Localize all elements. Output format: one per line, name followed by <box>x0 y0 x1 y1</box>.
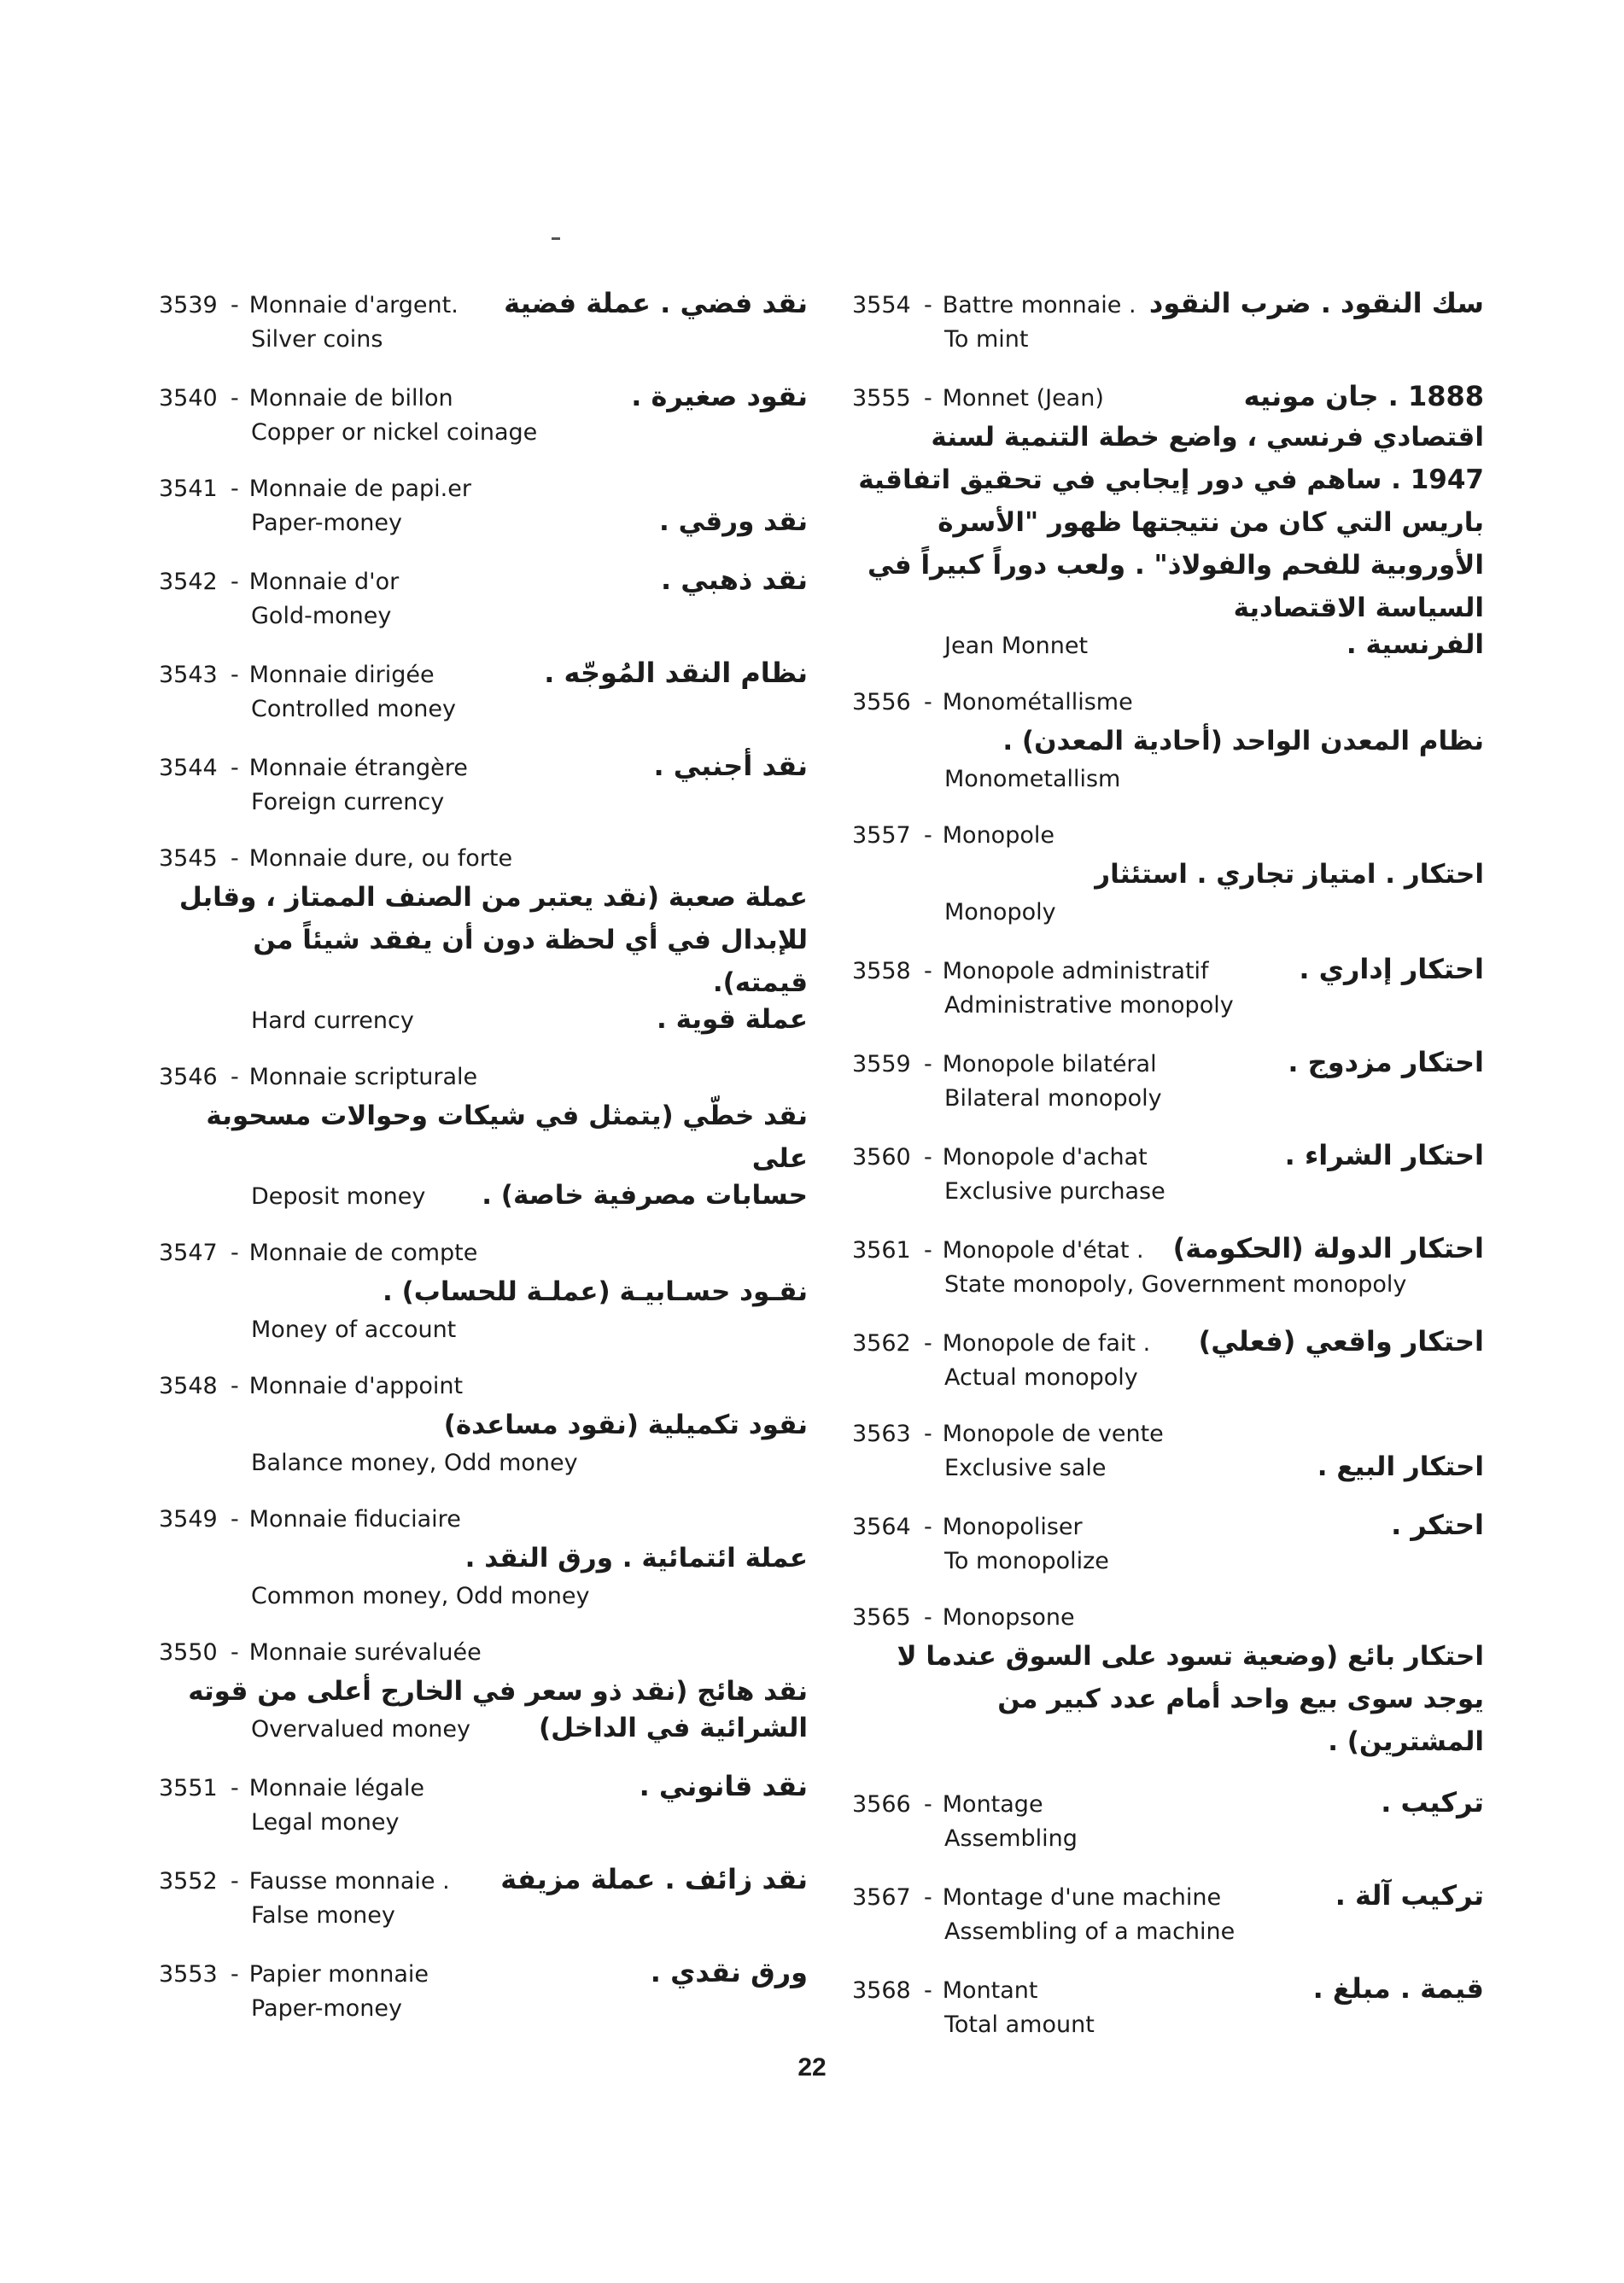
entry-arabic-term: تركيب . <box>1381 1786 1484 1819</box>
entry-french-term: Monopole <box>942 822 1054 849</box>
entry-separator: - <box>924 1051 932 1077</box>
entry-english-row <box>159 1992 808 2026</box>
entry-english-term: Monopoly <box>944 899 1056 925</box>
dictionary-entry <box>159 286 808 357</box>
entry-arabic-term: تركيب آلة . <box>1335 1879 1484 1912</box>
entry-english-row <box>852 629 1484 663</box>
entry-english-row <box>159 1313 808 1347</box>
entry-headword-row <box>852 1878 1484 1915</box>
entry-number: 3549 <box>159 1506 218 1533</box>
entry-english-term: Exclusive sale <box>944 1455 1107 1481</box>
entry-headword-row <box>159 379 808 416</box>
entry-headword-row <box>159 286 808 323</box>
dictionary-entry <box>852 1045 1484 1116</box>
entry-english-term: Paper-money <box>251 1995 403 2022</box>
entry-english-term: To mint <box>944 326 1029 353</box>
entry-arabic-definition: عملة صعبة (نقد يعتبر من الصنف الممتاز ، وقابل للإبدال في أي لحظة دون أن يفقد شيئاً من قيمته). <box>178 882 808 998</box>
entry-english-row <box>159 1180 808 1214</box>
entry-headword-row <box>852 1785 1484 1822</box>
entry-headword-row <box>159 656 808 692</box>
entry-french-term: Monnaie d'appoint <box>248 1373 464 1399</box>
dictionary-entry <box>852 1417 1484 1486</box>
entry-arabic-term-secondary: الفرنسية . <box>1346 629 1484 660</box>
entry-headword-row <box>852 1045 1484 1082</box>
right-column <box>852 286 1484 2064</box>
entry-headword-row <box>852 1231 1484 1268</box>
entry-english-row <box>159 599 808 634</box>
entry-english-row <box>159 323 808 357</box>
entry-separator: - <box>231 662 239 688</box>
dictionary-entry <box>852 1231 1484 1302</box>
entry-arabic-definition: نقـود حسـابيـة (عملـة للحساب) . <box>383 1276 808 1307</box>
entry-english-term: Assembling <box>944 1825 1078 1852</box>
entry-english-row <box>159 1446 808 1480</box>
dictionary-entry <box>852 952 1484 1023</box>
entry-number: 3539 <box>159 292 218 318</box>
entry-french-term: Monnaie d'or <box>248 569 400 595</box>
entry-headword-row <box>852 1324 1484 1361</box>
entry-english-term: Total amount <box>944 2011 1095 2038</box>
entry-number: 3563 <box>852 1421 911 1447</box>
entry-english-term: Overvalued money <box>251 1716 470 1743</box>
entry-arabic-term: نقود صغيرة . <box>631 380 808 412</box>
entry-separator: - <box>231 1639 239 1666</box>
entry-number: 3556 <box>852 689 911 715</box>
entry-separator: - <box>231 1506 239 1533</box>
dictionary-entry <box>852 1138 1484 1209</box>
entry-french-term: Monnaie dure, ou forte <box>248 845 513 872</box>
entry-english-row <box>852 1175 1484 1209</box>
entry-separator: - <box>924 1330 932 1357</box>
entry-headword-row <box>852 1138 1484 1175</box>
entry-number: 3552 <box>159 1868 218 1895</box>
dictionary-entry <box>159 1503 808 1614</box>
entry-separator: - <box>924 1237 932 1264</box>
entry-french-term: Montage <box>942 1791 1043 1818</box>
entry-arabic-term: نقد قانوني . <box>639 1770 808 1802</box>
entry-separator: - <box>231 476 239 502</box>
entry-number: 3560 <box>852 1144 911 1171</box>
entry-french-term: Monnet (Jean) <box>942 385 1104 412</box>
entry-english-term: Deposit money <box>251 1183 426 1210</box>
dictionary-entry <box>852 686 1484 797</box>
entry-french-term: Papier monnaie <box>248 1961 429 1988</box>
entry-headword-row <box>852 686 1484 720</box>
entry-french-term: Monopole d'achat <box>942 1144 1148 1171</box>
entry-english-row <box>159 1806 808 1840</box>
entry-headword-row <box>852 286 1484 323</box>
entry-english-row <box>852 1822 1484 1856</box>
entry-number: 3547 <box>159 1240 218 1266</box>
entry-english-term: Copper or nickel coinage <box>251 419 538 446</box>
dictionary-entry <box>852 1878 1484 1949</box>
dictionary-entry <box>852 819 1484 930</box>
entry-headword-row <box>852 1417 1484 1451</box>
entry-french-term: Monopole administratif <box>942 958 1209 984</box>
entry-number: 3559 <box>852 1051 911 1077</box>
entry-french-term: Montant <box>942 1977 1038 2004</box>
page-number: 22 <box>797 2053 827 2082</box>
dictionary-entry <box>159 842 808 1038</box>
entry-arabic-definition: عملة ائتمائية . ورق النقد . <box>464 1543 808 1574</box>
entry-headword-row <box>159 1236 808 1270</box>
entry-french-term: Monnaie scripturale <box>248 1064 478 1090</box>
entry-english-term: Hard currency <box>251 1007 414 1034</box>
entry-headword-row <box>159 1636 808 1670</box>
entry-arabic-term: سك النقود . ضرب النقود <box>1148 287 1484 319</box>
entry-separator: - <box>924 1791 932 1818</box>
entry-english-row <box>159 1579 808 1614</box>
entry-separator: - <box>924 385 932 412</box>
entry-french-term: Monopoliser <box>942 1514 1083 1540</box>
entry-french-term: Monopole d'état . <box>942 1237 1144 1264</box>
dictionary-entry <box>159 1060 808 1214</box>
entry-number: 3555 <box>852 385 911 412</box>
dictionary-entry <box>159 1236 808 1347</box>
entry-english-row <box>159 416 808 450</box>
entry-english-term: Paper-money <box>251 510 403 536</box>
entry-number: 3565 <box>852 1604 911 1631</box>
entry-number: 3568 <box>852 1977 911 2004</box>
entry-headword-row <box>852 379 1484 416</box>
entry-english-row <box>852 323 1484 357</box>
entry-english-row <box>852 1268 1484 1302</box>
entry-headword-row <box>159 1503 808 1537</box>
dictionary-entry <box>852 286 1484 357</box>
entry-arabic-term: نظام النقد المُوجّه . <box>544 657 808 689</box>
entry-english-term: Actual monopoly <box>944 1364 1138 1391</box>
entry-english-term: Legal money <box>251 1809 400 1836</box>
dictionary-entry <box>159 1369 808 1480</box>
entry-english-term: Gold-money <box>251 603 392 629</box>
entry-headword-row <box>159 842 808 876</box>
dictionary-entry <box>159 1769 808 1840</box>
entry-separator: - <box>231 1775 239 1801</box>
entry-arabic-term: احتكر . <box>1391 1509 1484 1541</box>
entry-arabic-definition: احتكار . امتياز تجاري . استئثار <box>1095 859 1484 890</box>
entry-arabic-definition: نظام المعدن الواحد (أحادية المعدن) . <box>1002 726 1484 756</box>
entry-separator: - <box>924 822 932 849</box>
stray-mark <box>552 237 560 240</box>
entry-headword-row <box>852 952 1484 989</box>
dictionary-entry <box>159 472 808 540</box>
entry-separator: - <box>231 292 239 318</box>
entry-english-row <box>159 785 808 820</box>
entry-number: 3541 <box>159 476 218 502</box>
entry-arabic-term: نقد فضي . عملة فضية <box>504 287 808 319</box>
entry-number: 3558 <box>852 958 911 984</box>
entry-english-term: Silver coins <box>251 326 383 353</box>
entry-english-term: False money <box>251 1902 395 1929</box>
entry-english-term: Jean Monnet <box>944 633 1089 659</box>
entry-separator: - <box>924 1977 932 2004</box>
entry-separator: - <box>231 1373 239 1399</box>
entry-english-row <box>852 2008 1484 2042</box>
entry-french-term: Montage d'une machine <box>942 1884 1222 1911</box>
entry-english-term: State monopoly, Government monopoly <box>944 1271 1407 1298</box>
entry-headword-row <box>852 1601 1484 1635</box>
entry-separator: - <box>924 1884 932 1911</box>
entry-headword-row <box>159 563 808 599</box>
entry-separator: - <box>231 845 239 872</box>
entry-english-row <box>159 1004 808 1038</box>
entry-french-term: Monométallisme <box>942 689 1133 715</box>
entry-arabic-term: ورق نقدي . <box>650 1956 808 1988</box>
dictionary-entry <box>852 1324 1484 1395</box>
entry-arabic-term: نقد زائف . عملة مزيفة <box>500 1863 808 1895</box>
entry-english-term: Exclusive purchase <box>944 1178 1165 1205</box>
entry-separator: - <box>231 1868 239 1895</box>
entry-english-row <box>159 692 808 727</box>
entry-separator: - <box>231 569 239 595</box>
entry-arabic-term: نقد ذهبي . <box>660 563 808 596</box>
dictionary-entry <box>852 1508 1484 1579</box>
entry-english-row <box>852 1082 1484 1116</box>
entry-separator: - <box>924 1514 932 1540</box>
entry-separator: - <box>231 1064 239 1090</box>
entry-number: 3542 <box>159 569 218 595</box>
entry-arabic-definition: احتكار بائع (وضعية تسود على السوق عندما لا يوجد سوى بيع واحد أمام عدد كبير من المشترين) . <box>897 1641 1484 1757</box>
entry-number: 3546 <box>159 1064 218 1090</box>
entry-arabic-term: نقد أجنبي . <box>653 750 808 782</box>
entry-french-term: Fausse monnaie . <box>248 1868 450 1895</box>
entry-number: 3543 <box>159 662 218 688</box>
entry-english-term: Controlled money <box>251 696 456 722</box>
entry-english-term: Bilateral monopoly <box>944 1085 1162 1112</box>
dictionary-entry <box>852 1601 1484 1763</box>
entry-arabic-term: 1888 . جان مونيه <box>1243 380 1484 412</box>
entry-english-row <box>852 762 1484 797</box>
entry-french-term: Monopole de vente <box>942 1421 1164 1447</box>
entry-french-term: Monnaie de papi.er <box>248 476 471 502</box>
entry-separator: - <box>924 1604 932 1631</box>
entry-french-term: Monnaie de billon <box>248 385 453 412</box>
entry-number: 3550 <box>159 1639 218 1666</box>
entry-headword-row <box>159 1955 808 1992</box>
entry-separator: - <box>231 385 239 412</box>
dictionary-entry <box>852 1785 1484 1856</box>
entry-english-term: Common money, Odd money <box>251 1583 590 1609</box>
entry-arabic-term: احتكار مزدوج . <box>1288 1046 1484 1078</box>
entry-french-term: Monnaie de compte <box>248 1240 478 1266</box>
dictionary-entry <box>159 1862 808 1933</box>
entry-number: 3567 <box>852 1884 911 1911</box>
entry-arabic-term: قيمة . مبلغ . <box>1312 1972 1484 2005</box>
entry-french-term: Monnaie étrangère <box>248 755 468 781</box>
entry-headword-row <box>852 1971 1484 2008</box>
entry-arabic-term-secondary: الشرائية في الداخل) <box>538 1713 808 1743</box>
entry-english-row <box>852 1915 1484 1949</box>
entry-french-term: Monnaie légale <box>248 1775 424 1801</box>
entry-french-term: Battre monnaie . <box>942 292 1136 318</box>
dictionary-entry <box>159 749 808 820</box>
entry-arabic-term: احتكار إداري . <box>1299 953 1484 985</box>
entry-english-row <box>159 1713 808 1747</box>
dictionary-entry <box>852 1971 1484 2042</box>
entry-arabic-term: احتكار الدولة (الحكومة) <box>1172 1232 1484 1264</box>
entry-english-term: To monopolize <box>944 1548 1109 1574</box>
entry-arabic-term: احتكار واقعي (فعلي) <box>1198 1325 1484 1358</box>
entry-number: 3561 <box>852 1237 911 1264</box>
entry-french-term: Monnaie surévaluée <box>248 1639 482 1666</box>
entry-headword-row <box>159 749 808 785</box>
entry-number: 3554 <box>852 292 911 318</box>
entry-number: 3548 <box>159 1373 218 1399</box>
entry-separator: - <box>231 755 239 781</box>
entry-number: 3553 <box>159 1961 218 1988</box>
entry-number: 3545 <box>159 845 218 872</box>
entry-headword-row <box>159 1369 808 1404</box>
entry-number: 3566 <box>852 1791 911 1818</box>
entry-french-term: Monnaie dirigée <box>248 662 435 688</box>
entry-separator: - <box>924 1421 932 1447</box>
entry-number: 3562 <box>852 1330 911 1357</box>
entry-english-term: Monometallism <box>944 766 1121 792</box>
entry-number: 3540 <box>159 385 218 412</box>
entry-arabic-definition: اقتصادي فرنسي ، واضع خطة التنمية لسنة 1947 . ساهم في دور إيجابي في تحقيق اتفاقية باريس التي كان من نتيجتها ظهور "الأسرة الأوروبية للفحم والفولاذ" . ولعب دوراً كبيراً في السياسة الاقتصادية <box>858 422 1484 623</box>
entry-separator: - <box>924 689 932 715</box>
entry-arabic-definition: نقود تكميلية (نقود مساعدة) <box>443 1410 808 1440</box>
dictionary-entry <box>159 1955 808 2026</box>
entry-english-term: Assembling of a machine <box>944 1918 1236 1945</box>
entry-english-row <box>159 1899 808 1933</box>
entry-english-row <box>852 1544 1484 1579</box>
dictionary-entry <box>852 379 1484 663</box>
entry-english-term: Foreign currency <box>251 789 445 815</box>
entry-arabic-definition: نقد هائج (نقد ذو سعر في الخارج أعلى من قوته <box>188 1676 808 1707</box>
entry-english-term: Money of account <box>251 1317 457 1343</box>
entry-number: 3551 <box>159 1775 218 1801</box>
left-column <box>159 286 808 2048</box>
entry-english-row <box>852 989 1484 1023</box>
entry-arabic-term-secondary: نقد ورقي . <box>659 506 808 537</box>
entry-arabic-term-secondary: عملة قوية . <box>657 1004 808 1035</box>
entry-french-term: Monopsone <box>942 1604 1075 1631</box>
entry-number: 3557 <box>852 822 911 849</box>
entry-english-row <box>852 1361 1484 1395</box>
entry-headword-row <box>159 1060 808 1095</box>
entry-english-term: Administrative monopoly <box>944 992 1234 1019</box>
dictionary-entry <box>159 1636 808 1747</box>
entry-headword-row <box>159 472 808 506</box>
entry-arabic-term-secondary: حسابات مصرفية خاصة) . <box>482 1180 808 1211</box>
entry-arabic-term-secondary: احتكار البيع . <box>1317 1451 1484 1482</box>
entry-french-term: Monopole bilatéral <box>942 1051 1157 1077</box>
dictionary-entry <box>159 563 808 634</box>
entry-headword-row <box>852 1508 1484 1544</box>
entry-headword-row <box>852 819 1484 853</box>
entry-separator: - <box>924 292 932 318</box>
entry-arabic-definition: نقد خطّي (يتمثل في شيكات وحوالات مسحوبة على <box>206 1101 808 1174</box>
entry-separator: - <box>924 958 932 984</box>
entry-separator: - <box>231 1240 239 1266</box>
entry-number: 3564 <box>852 1514 911 1540</box>
entry-english-row <box>159 506 808 540</box>
entry-separator: - <box>924 1144 932 1171</box>
entry-french-term: Monnaie fiduciaire <box>248 1506 461 1533</box>
dictionary-entry <box>159 379 808 450</box>
entry-number: 3544 <box>159 755 218 781</box>
entry-headword-row <box>159 1769 808 1806</box>
dictionary-entry <box>159 656 808 727</box>
entry-headword-row <box>159 1862 808 1899</box>
entry-french-term: Monnaie d'argent. <box>248 292 459 318</box>
entry-english-row <box>852 896 1484 930</box>
entry-english-row <box>852 1451 1484 1486</box>
entry-separator: - <box>231 1961 239 1988</box>
entry-arabic-term: احتكار الشراء . <box>1284 1139 1484 1171</box>
entry-english-term: Balance money, Odd money <box>251 1450 578 1476</box>
entry-french-term: Monopole de fait . <box>942 1330 1151 1357</box>
